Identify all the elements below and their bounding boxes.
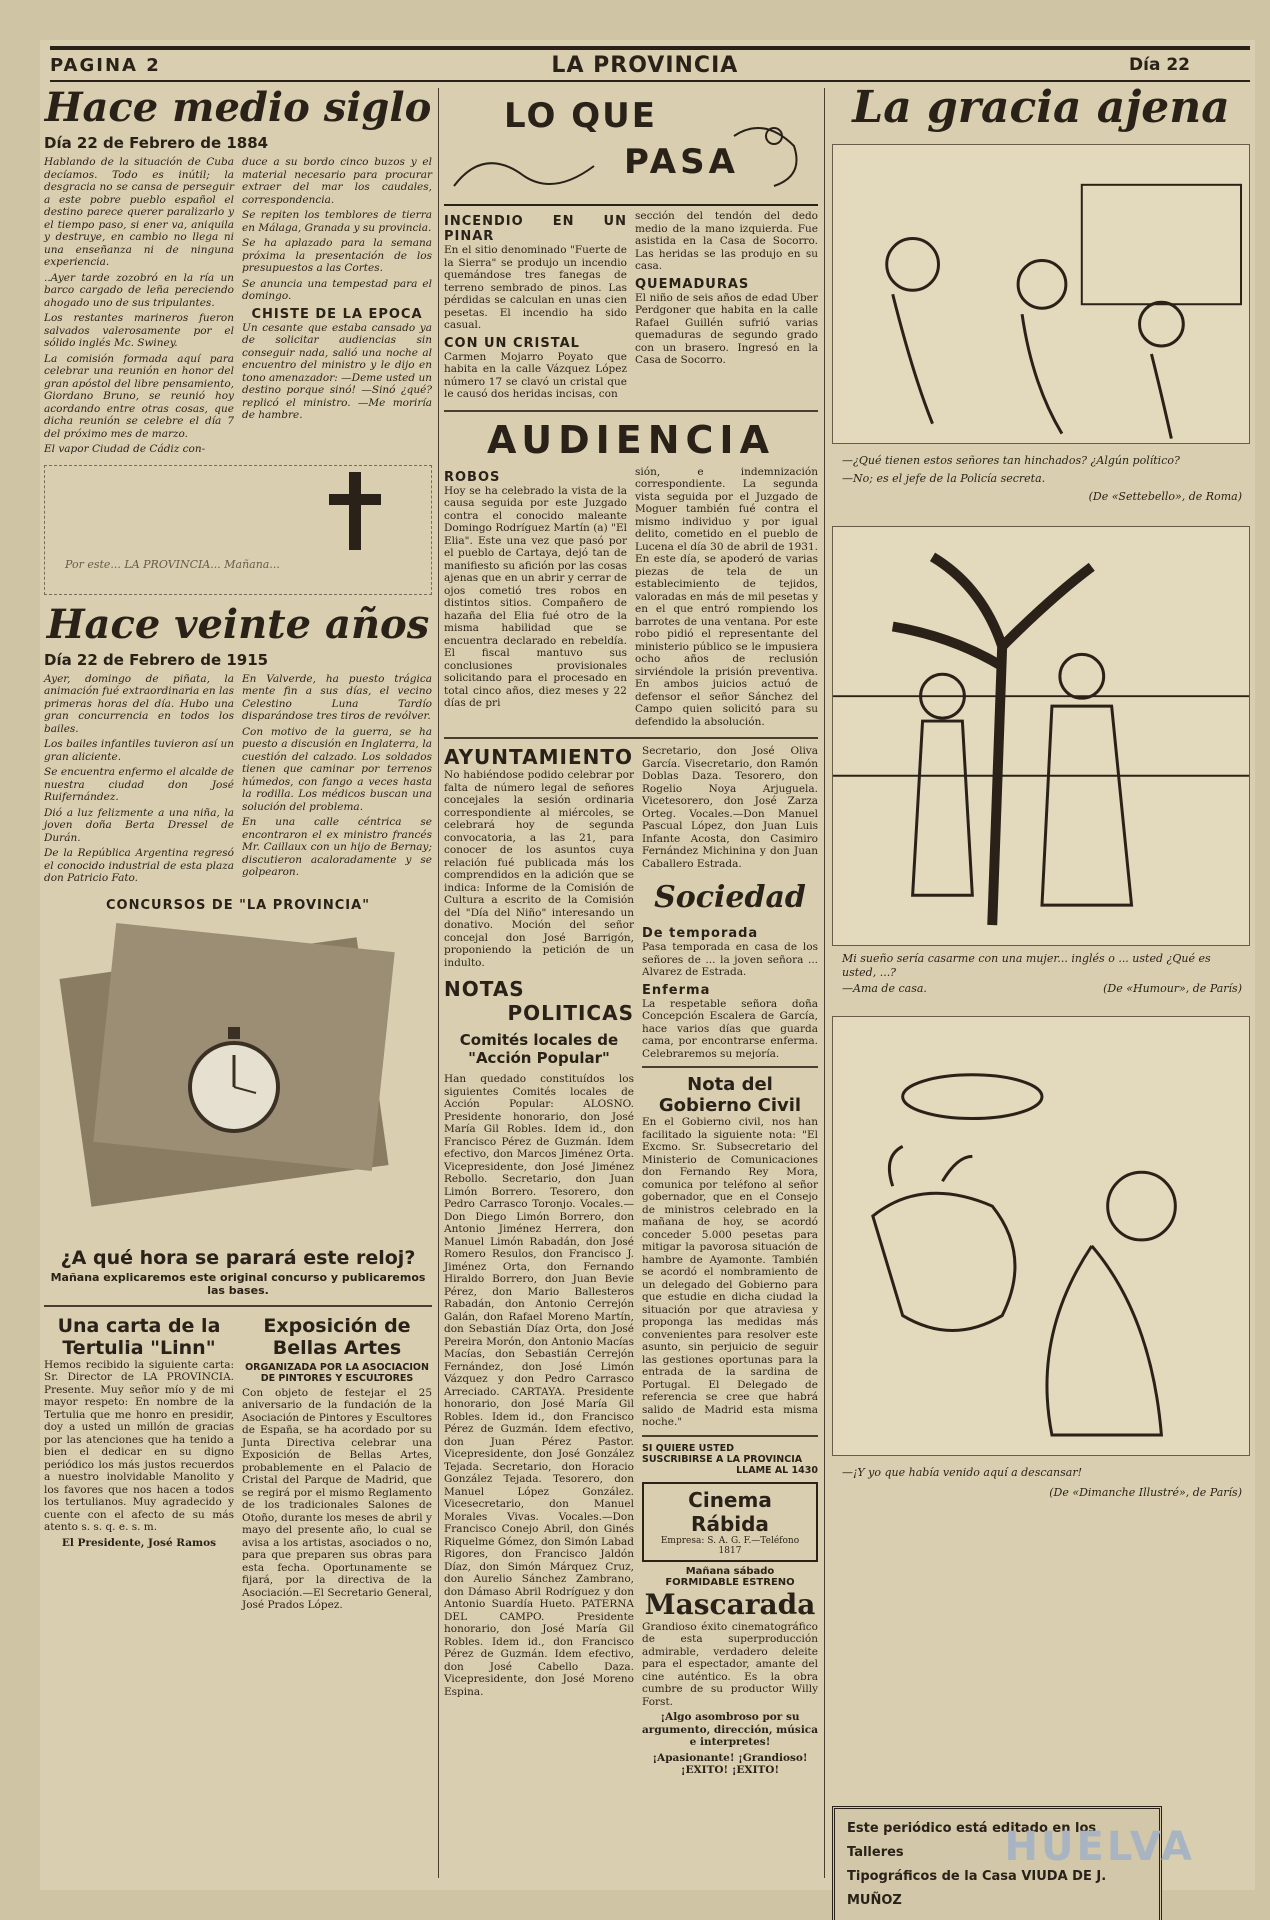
cristal-text: Carmen Mojarro Poyato que habita en la calle Vázquez López número 17 se clavó un cristal que le causó dos heridas incisas, con xyxy=(444,350,627,400)
newspaper-title: LA PROVINCIA xyxy=(551,52,739,78)
contest-title: CONCURSOS DE "LA PROVINCIA" xyxy=(106,897,370,913)
ayuntamiento-text-cont: Secretario, don José Oliva García. Visecretario, don Ramón Doblas Daza. Tesorero, don Rogelio Noya Arjuguela. Vicetesorero, don José Zarza Orteg. Vocales.—Don Manuel Pascual López, don Juan Luis Infante Acosta, don Casimiro Fernández Michinina y don Juan Caballero Estrada. xyxy=(642,745,818,870)
incendio-text: En el sitio denominado "Fuerte de la Sierra" se produjo un incendio quemándose tres fanegas de terreno sembrado de pinos. Las pérdidas se calculan en unas cien pesetas. El incendio ha sido casual. xyxy=(444,244,627,331)
politicas-title: POLITICAS xyxy=(507,1001,634,1025)
column-left xyxy=(44,86,432,1615)
enferma-text: La respetable señora doña Concepción Escalera de García, hace varios días que guarda cama, por encontrarse enferma. Celebraremos su mejoría. xyxy=(642,997,818,1060)
news-item: En una calle céntrica se encontraron el ex ministro francés Mr. Caillaux con un hijo de Bernay; discutieron acaloradamente y se golpearon. xyxy=(242,816,432,878)
quemaduras-text: El niño de seis años de edad Uber Perdgoner que habita en la calle Rafael Guillén sufrió varias quemaduras de segundo grado con un brasero. Ingresó en la Casa de Socorro. xyxy=(635,291,818,366)
lo-que-pasa-header xyxy=(444,86,818,206)
cartoon-2-source: (De «Humour», de París) xyxy=(1103,982,1242,995)
obituary-text: Por este... LA PROVINCIA... Mañana... xyxy=(65,557,280,571)
news-item: Se encuentra enfermo el alcalde de nuestra ciudad don José Ruifernández. xyxy=(44,766,234,803)
contest-question: ¿A qué hora se parará este reloj? xyxy=(60,1246,416,1269)
cartoon-1-caption-a: —¿Qué tienen estos señores tan hinchados? ¿Algún político? xyxy=(842,454,1180,467)
cinema-name: Cinema Rábida xyxy=(688,1487,772,1536)
section-head-medio-siglo: Hace medio siglo xyxy=(44,84,432,131)
news-item: Hablando de la situación de Cuba decíamos. Todo es inútil; la desgracia no se cansa de perseguir a este pobre pueblo español el destino parece querer paralizarlo y el tiempo paso, si ener va, aniquila y destruye, en cambio no llega ni una enseñanza ni de ninguna experiencia. xyxy=(44,156,234,268)
section-head-veinte-anos: Hace veinte años xyxy=(46,600,430,648)
news-item: Dió a luz felizmente a una niña, la joven doña Berta Dressel de Durán. xyxy=(44,806,234,844)
newspaper-page xyxy=(40,40,1255,1908)
contest-subtext: Mañana explicaremos este original concurso y publicaremos las bases. xyxy=(50,1270,426,1297)
suscribir-line2: SUSCRIBIRSE A LA PROVINCIA xyxy=(642,1453,803,1465)
date-1915: Día 22 de Febrero de 1915 xyxy=(44,650,269,669)
news-item: Ayer, domingo de piñata, la animación fué extraordinaria en las primeras horas del día. Hubo una gran concurrencia en todos los bailes. xyxy=(44,672,234,735)
audiencia-title: AUDIENCIA xyxy=(487,417,775,462)
cartoon-2-drawing xyxy=(833,527,1249,945)
chiste-text: Un cesante que estaba cansado ya de solicitar audiencias sin conseguir nada, salió una noche al encuentro del ministro y le dijo en tono amenazador: —Deme usted un destino porque sinó! —Sinó ¿qué? replicó el ministro. —Me moriría de hambre. xyxy=(242,321,432,421)
divider xyxy=(444,410,818,412)
cristal-text-cont: sección del tendón del dedo medio de la mano izquierda. Fue asistida en la Casa de Socorro. Las heridas se las produjo en su casa. xyxy=(635,210,818,272)
expo-text: Con objeto de festejar el 25 aniversario de la fundación de la Asociación de Pintores y Escultores de España, se ha acordado por su Junta Directiva celebrar una Exposición de Bellas Artes, probablemente en el Palacio de Cristal del Parque de Madrid, que se regirá por el mismo Reglamento de los tradicionales Salones de Otoño, durante los meses de abril y mayo del presente año, lo cual se avisa a los artistas, asociados o no, para que preparen sus obras para esta fecha. Oportunamente se fijará, por la directiva de la Asociación.—El Secretario General, José Prados López. xyxy=(242,1386,432,1611)
cinema-ad xyxy=(642,1482,818,1562)
expo-subhead: ORGANIZADA POR LA ASOCIACION DE PINTORES Y ESCULTORES xyxy=(245,1361,429,1384)
ayuntamiento-text: No habiéndose podido celebrar por falta de número legal de señores concejales la sesión ordinaria correspondiente al miércoles, se celebrará hoy de segunda convocatoria, a las 21, para conocer de los asuntos cuya relación fué publicada más los comprendidos en la adición que se indica: Informe de la Comisión de Cultura a escrito de la Comisión del "Día del Niño" interesando un donativo. Moción del señor concejal don José Barrigón, proponiendo la petición de un indulto. xyxy=(444,769,634,969)
divider xyxy=(642,1435,818,1437)
stopwatch-icon xyxy=(184,1027,284,1137)
gracia-ajena-title: La gracia ajena xyxy=(852,82,1230,133)
estreno-label: FORMIDABLE ESTRENO xyxy=(665,1576,795,1588)
letter-signature: El Presidente, José Ramos xyxy=(61,1536,217,1549)
divider xyxy=(444,737,818,739)
column-rule xyxy=(824,88,825,1878)
film-cta2: ¡Apasionante! ¡Grandioso! ¡EXITO! ¡EXITO! xyxy=(652,1751,808,1776)
cross-icon xyxy=(325,472,385,550)
news-item: Se repiten los temblores de tierra en Málaga, Granada y su provincia. xyxy=(242,209,432,234)
divider xyxy=(44,1305,432,1307)
cartoon-2 xyxy=(832,526,1250,946)
nota-gobierno-headline: Nota del Gobierno Civil xyxy=(658,1074,802,1116)
obituary-box xyxy=(44,465,432,595)
cartoon-3-drawing xyxy=(833,1017,1249,1455)
column-middle xyxy=(444,86,818,1780)
suscribir-line1: SI QUIERE USTED xyxy=(642,1442,735,1454)
news-item: En Valverde, ha puesto trágica mente fin a sus días, el vecino Celestino Luna Tardío disparándose tres tiros de revólver. xyxy=(242,672,432,722)
comites-headline: Comités locales de "Acción Popular" xyxy=(459,1031,619,1067)
chiste-title: CHISTE DE LA EPOCA xyxy=(251,306,423,322)
cinema-empresa: Empresa: S. A. G. F.—Teléfono 1817 xyxy=(660,1535,800,1556)
suscribir-phone: LLAME AL 1430 xyxy=(736,1464,818,1476)
temporada-text: Pasa temporada en casa de los señores de ... la joven señora ... Alvarez de Estrada. xyxy=(642,941,818,978)
film-title: Mascarada xyxy=(644,1587,816,1621)
film-cta: ¡Algo asombroso por su argumento, dirección, música e interpretes! xyxy=(642,1711,819,1748)
pasa-title: PASA xyxy=(624,142,739,182)
news-item: De la República Argentina regresó el conocido industrial de esta plaza don Patricio Fato. xyxy=(44,847,234,884)
nota-gobierno-text: En el Gobierno civil, nos han facilitado la siguiente nota: "El Excmo. Sr. Subsecretario del Ministerio de Comunicaciones don Fernando Rey Mora, comunica por teléfono al señor gobernador, que en el Consejo de ministros celebrado en la mañana de hoy, se acordó conceder 5.000 pesetas para mitigar la pavorosa situación de hambre de Ayamonte. También se acordó el nombramiento de un delegado del Gobierno para que estudie en dicha ciudad la situación por que atraviesa y proponga las medidas más convenientes para resolver este asunto, sin perjuicio de seguir las gestiones oportunas para la entrada de la sardina de Portugal. El Delegado de referencia se cree que habrá salido de Madrid esta misma noche." xyxy=(642,1116,818,1428)
letter-text: Hemos recibido la siguiente carta: Sr. Director de LA PROVINCIA. Presente. Muy señor mío y de mi mayor respeto: En nombre de la Tertulia que me honro en presidir, doy a usted un millón de gracias por las atenciones que ha tenido a bien el dedicar en su digno periódico los más justos recuerdos a nuestro inolvidable Manolito y los favores que nos hacen a todos los tertulianos. Muy agradecido y cuente con el afecto de su más atento s. s. q. e. s. m. xyxy=(44,1358,234,1533)
printer-notice-line2: Tipográficos de la Casa VIUDA DE J. MUÑOZ xyxy=(847,1869,1107,1908)
news-item: La comisión formada aquí para celebrar una reunión en honor del gran apóstol del libre pensamiento, Giordano Bruno, se reunió hoy acordando entre otras cosas, que dicha reunión se celebre el día 7 del próximo mes de marzo. xyxy=(44,352,234,440)
cartoon-1 xyxy=(832,144,1250,444)
cartoon-3 xyxy=(832,1016,1250,1456)
cartoon-1-drawing xyxy=(833,145,1249,444)
printer-notice-line1: Este periódico está editado en los Talleres xyxy=(847,1821,1097,1860)
ayuntamiento-title: AYUNTAMIENTO xyxy=(444,745,633,769)
expo-headline: Exposición de Bellas Artes xyxy=(263,1314,411,1359)
letter-headline: Una carta de la Tertulia "Linn" xyxy=(57,1314,221,1359)
news-item: Con motivo de la guerra, se ha puesto a discusión en Inglaterra, la cuestión del calzado. Los soldados tienen que caminar por terrenos húmedos, con fango a veces hasta la rodilla. Los médicos buscan una solución del problema. xyxy=(242,725,432,813)
cartoon-3-caption: —¡Y yo que había venido aquí a descansar! xyxy=(842,1466,1083,1479)
cristal-title: CON UN CRISTAL xyxy=(444,335,580,351)
news-item: Se ha aplazado para la semana próxima la presentación de los presupuestos a las Cortes. xyxy=(242,237,432,274)
news-item: duce a su bordo cinco buzos y el material necesario para procurar extraer del mar los caudales, correspondencia. xyxy=(242,156,432,206)
contest-photo xyxy=(44,917,432,1247)
cartoon-1-source: (De «Settebello», de Roma) xyxy=(1088,490,1242,503)
comites-text: Han quedado constituídos los siguientes Comités locales de Acción Popular: ALOSNO. Presidente honorario, don José María Gil Robles. Idem id., don Francisco Pérez de Guzmán. Idem efectivo, don Marcos Jiménez Orta. Vicepresidente, don José Jiménez Rebollo. Secretario, don Juan Limón Borrero. Tesorero, don Pedro Carrasco Toronjo. Vocales.—Don Diego Limón Borrero, don Antonio Jiménez Herrera, don Manuel Limón Rabadán, don José Romero Resulos, don Francisco J. Jiménez Orta, don Fernando Hiraldo Borrero, don Juan Bevie Pérez, don Mario Ballesteros Rabadán, don Antonio Cerrejón Galán, don Rafael Moreno Martín, don Sebastián Díaz Orta, don José Pereira Morón, don Antonio Macías Macías, don Sebastián Cerrejón Fernández, don José Limón Vázquez y don Pedro Carrasco Arreciado. CARTAYA. Presidente honorario, don José María Gil Robles. Idem id., don Francisco Pérez de Guzmán. Idem efectivo, don Juan Pérez Pastor. Vicepresidente, don José González Tejada. Secretario, don Horacio González Tejada. Tesorero, don Manuel López González. Vicesecretario, don Manuel Morales Vivas. Vocales.—Don Francisco Conejo Abril, don Ginés Riquelme Gómez, don Simón Labad Rigores, don Francisco Jaldón Díaz, don Simón Márquez Cruz, don Aurelio Sánchez Zambrano, don Dámaso Abril Rodríguez y don Antonio Suardía Hueto. PATERNA DEL CAMPO. Presidente honorario, don José María Gil Robles. Idem id., don Francisco Pérez de Guzmán. Idem efectivo, don José Cabello Daza. Vicepresidente, don José Moreno Espina. xyxy=(444,1073,634,1698)
news-item: Los restantes marineros fueron salvados valerosamente por el sólido inglés Mc. Swiney. xyxy=(44,312,234,349)
masthead xyxy=(50,46,1250,82)
robos-text: Hoy se ha celebrado la vista de la causa seguida por este Juzgado contra el conocido maleante Domingo Rodríguez Martín (a) "El Elia". Este una vez que pasó por el pueblo de Cartaya, dejó tan de manifiesto su afición por las cosas ajenas que en un abrir y cerrar de ojos cometió tres robos en distintos sitios. Compañero de hazaña del Elia fué otro de la misma habilidad que se encuentra declarado en rebeldía. El fiscal mantuvo sus conclusiones provisionales solicitando para el procesado en total cinco años, diez meses y 22 días de pri xyxy=(444,484,627,709)
quemaduras-title: QUEMADURAS xyxy=(635,276,750,292)
news-item: ..Ayer tarde zozobró en la ría un barco cargado de leña pereciendo ahogado uno de sus tripulantes. xyxy=(44,271,234,309)
sociedad-title: Sociedad xyxy=(654,880,806,915)
date-1884: Día 22 de Febrero de 1884 xyxy=(44,134,269,152)
cartoon-2-caption-b: —Ama de casa. xyxy=(842,982,927,995)
temporada-title: De temporada xyxy=(642,926,759,941)
cinema-day: Mañana sábado xyxy=(685,1565,775,1577)
news-item: Se anuncia una tempestad para el domingo. xyxy=(242,277,432,302)
lo-que-title: LO QUE xyxy=(504,96,657,136)
enferma-title: Enferma xyxy=(642,982,711,998)
cartoon-3-source: (De «Dimanche Illustré», de París) xyxy=(1049,1486,1242,1499)
news-item: El vapor Ciudad de Cádiz con- xyxy=(44,443,206,455)
archive-watermark: HUELVA xyxy=(1004,1824,1195,1870)
cartoon-1-caption-b: —No; es el jefe de la Policía secreta. xyxy=(842,472,1046,485)
robos-title: ROBOS xyxy=(444,469,501,485)
issue-date: Día 22 xyxy=(1129,55,1190,75)
page-number: PAGINA 2 xyxy=(50,54,161,76)
column-rule xyxy=(438,88,439,1878)
divider xyxy=(642,1066,818,1068)
film-description: Grandioso éxito cinematográfico de esta superproducción admirable, verdadero deleite para el espectador, amante del cine auténtico. Es la obra cumbre de su productor Willy Forst. xyxy=(642,1620,818,1708)
cartoon-2-caption: Mi sueño sería casarme con una mujer... inglés o ... usted ¿Qué es usted, ...? xyxy=(842,952,1211,979)
notas-title: NOTAS xyxy=(444,977,525,1001)
incendio-title: INCENDIO EN UN PINAR xyxy=(444,214,627,244)
news-item: Los bailes infantiles tuvieron así un gran aliciente. xyxy=(44,738,234,763)
robos-text-cont: sión, e indemnización correspondiente. La segunda vista seguida por el Juzgado de Moguer también fué contra el mismo individuo y por igual delito, cometido en el pueblo de Lucena el día 30 de abril de 1931. En este día, se apoderó de varias piezas de tela de un establecimiento de tejidos, valoradas en más de mil pesetas y en el que entró rompiendo los barrotes de una ventana. Por este robo pidió el representante del ministerio público se le impusiera ocho años de reclusión sirviéndole la prisión preventiva. En ambos juicios actuó de defensor el señor Sánchez del Campo quien solicitó para su defendido la absolución. xyxy=(635,465,818,728)
